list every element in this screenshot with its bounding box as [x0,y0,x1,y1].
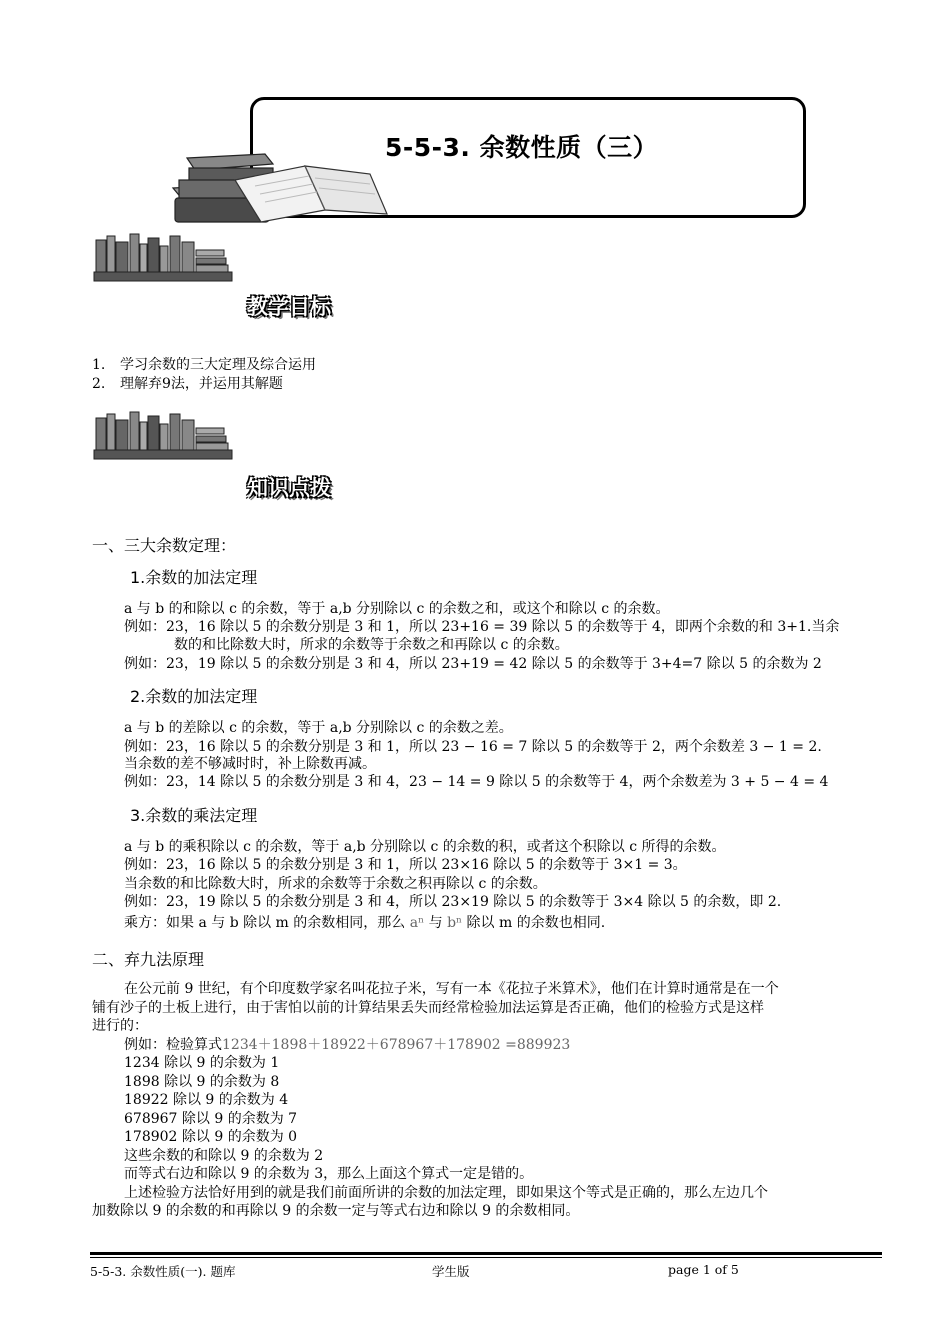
text-line: 例如：23，19 除以 5 的余数分别是 3 和 4，所以 23×19 除以 5 的余数等于 3×4 除以 5 的余数，即 2. [124,894,782,910]
text-line: 这些余数的和除以 9 的余数为 2 [124,1148,324,1164]
text-line: a 与 b 的差除以 c 的余数，等于 a,b 分别除以 c 的余数之差。 [124,720,513,736]
text-line: 678967 除以 9 的余数为 7 [124,1111,298,1127]
text-line: 例如：23，19 除以 5 的余数分别是 3 和 4，所以 23+19 = 42 除以 5 的余数等于 3+4=7 除以 5 的余数为 2 [124,656,822,672]
goal-item: 1. 学习余数的三大定理及综合运用 [92,357,316,373]
text-line: 数的和比除数大时，所求的余数等于余数之和再除以 c 的余数。 [174,637,569,653]
text-line: 1234 除以 9 的余数为 1 [124,1055,280,1071]
subsection-heading: 2.余数的加法定理 [130,687,258,706]
text-line: 例如：检验算式1234＋1898＋18922＋678967＋178902 =889923 [124,1037,571,1053]
text-line: 18922 除以 9 的余数为 4 [124,1092,289,1108]
section-title-knowledge: 知识点拨 [247,476,331,500]
footer-rule [90,1257,882,1258]
text-line: 铺有沙子的土板上进行，由于害怕以前的计算结果丢失而经常检验加法运算是否正确，他们的检验方式是这样 [92,1000,764,1016]
text-line: 当余数的差不够减时时，补上除数再减。 [124,756,376,772]
text-line: 当余数的和比除数大时，所求的余数等于余数之积再除以 c 的余数。 [124,876,547,892]
footer-left: 5-5-3. 余数性质(一). 题库 [90,1264,236,1279]
text-line: 加数除以 9 的余数的和再除以 9 的余数一定与等式右边和除以 9 的余数相同。 [92,1203,580,1219]
text-line: 乘方：如果 a 与 b 除以 m 的余数相同，那么 aⁿ 与 bⁿ 除以 m 的余数也相同. [124,915,606,931]
text-line: 例如：23，14 除以 5 的余数分别是 3 和 4，23 − 14 = 9 除以 5 的余数等于 4，两个余数差为 3 + 5 − 4 = 4 [124,774,829,790]
subsection-heading: 1.余数的加法定理 [130,568,258,587]
section-heading: 一、三大余数定理： [92,536,237,555]
text-line: a 与 b 的乘积除以 c 的余数，等于 a,b 分别除以 c 的余数的积，或者这个积除以 c 所得的余数。 [124,839,726,855]
page-title: 5-5-3. 余数性质（三） [385,133,659,162]
text-line: 进行的： [92,1018,148,1034]
books-illustration [165,150,395,230]
text-line: a 与 b 的和除以 c 的余数，等于 a,b 分别除以 c 的余数之和，或这个和除以 c 的余数。 [124,601,670,617]
text-line: 1898 除以 9 的余数为 8 [124,1074,280,1090]
subsection-heading: 3.余数的乘法定理 [130,806,258,825]
bookshelf-icon [90,410,235,462]
text-line: 例如：23，16 除以 5 的余数分别是 3 和 1，所以 23×16 除以 5 的余数等于 3×1 = 3。 [124,857,687,873]
section-title-goals: 教学目标 [247,295,331,319]
bookshelf-icon [90,232,235,284]
goal-item: 2. 理解弃9法，并运用其解题 [92,376,283,392]
text-line: 上述检验方法恰好用到的就是我们前面所讲的余数的加法定理，即如果这个等式是正确的，那么左边几个 [124,1185,768,1201]
footer-rule [90,1252,882,1255]
text-line: 例如：23，16 除以 5 的余数分别是 3 和 1，所以 23 − 16 = 7 除以 5 的余数等于 2，两个余数差 3 − 1 = 2. [124,739,822,755]
text-line: 例如：23，16 除以 5 的余数分别是 3 和 1，所以 23+16 = 39 除以 5 的余数等于 4，即两个余数的和 3+1.当余 [124,619,840,635]
text-line: 在公元前 9 世纪，有个印度数学家名叫花拉子米，写有一本《花拉子米算术》，他们在计算时通常是在一个 [124,981,779,997]
text-line: 而等式右边和除以 9 的余数为 3，那么上面这个算式一定是错的。 [124,1166,534,1182]
footer-page-number: page 1 of 5 [668,1262,739,1277]
section-heading: 二、弃九法原理 [92,950,205,969]
footer-center: 学生版 [432,1264,470,1279]
text-line: 178902 除以 9 的余数为 0 [124,1129,298,1145]
